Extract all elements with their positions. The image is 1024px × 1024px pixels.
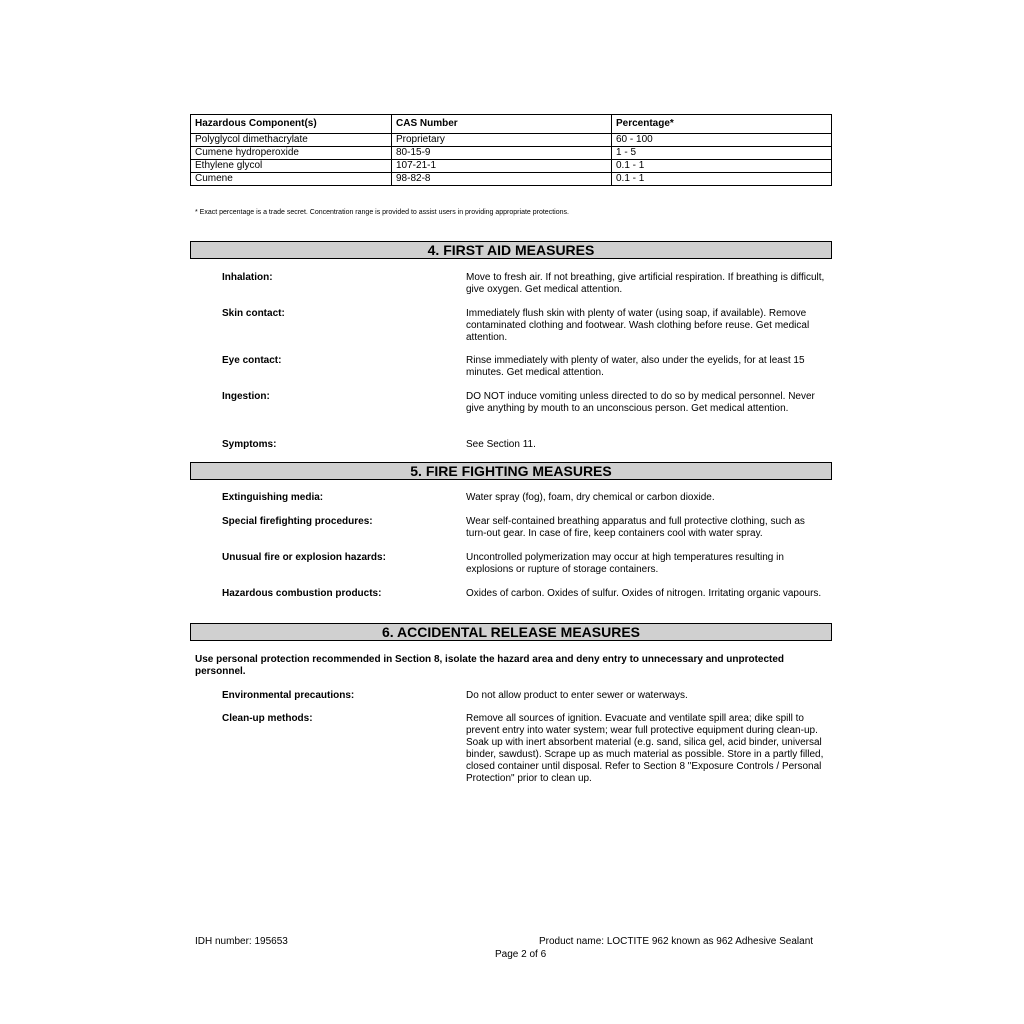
table-cell: 98-82-8: [392, 173, 612, 186]
table-header-row: [191, 115, 832, 134]
table-cell: Ethylene glycol: [191, 160, 392, 173]
table-row: [191, 147, 832, 160]
table-cell: Cumene hydroperoxide: [191, 147, 392, 160]
field-value: Do not allow product to enter sewer or waterways.: [466, 690, 688, 701]
field-value: Water spray (fog), foam, dry chemical or carbon dioxide.: [466, 492, 715, 503]
field-label: Inhalation:: [222, 272, 273, 283]
column-header: CAS Number: [392, 115, 612, 134]
field-value: Immediately flush skin with plenty of water (using soap, if available). Remove contaminated clothing and footwear. Wash clothing before reuse. Get medical attention.: [466, 308, 810, 343]
column-header: Hazardous Component(s): [191, 115, 392, 134]
table-cell: Polyglycol dimethacrylate: [191, 134, 392, 147]
section-5-heading: 5. FIRE FIGHTING MEASURES: [190, 462, 832, 480]
field-label: Skin contact:: [222, 308, 285, 319]
table-footnote: * Exact percentage is a trade secret. Concentration range is provided to assist users in providing appropriate protections.: [195, 209, 569, 216]
footer-product-name: Product name: LOCTITE 962 known as 962 Adhesive Sealant: [539, 936, 814, 947]
table-cell: 60 - 100: [612, 134, 832, 147]
section-4-heading: 4. FIRST AID MEASURES: [190, 241, 832, 259]
field-value: DO NOT induce vomiting unless directed to do so by medical personnel. Never give anything by mouth to an unconscious person. Get medical attention.: [466, 391, 815, 414]
table-cell: Proprietary: [392, 134, 612, 147]
table-row: [191, 173, 832, 186]
table-cell: 0.1 - 1: [612, 173, 832, 186]
column-header: Percentage*: [612, 115, 832, 134]
field-value: Remove all sources of ignition. Evacuate and ventilate spill area; dike spill to prevent entry into water system; wear full protective equipment during clean-up. Soak up with inert absorbent material (e.g. sand, silica gel, acid binder, universal binder, sawdust). Scrape up as much material as possible. Store in a partly filled, closed container until disposal. Refer to Section 8 "Exposure Controls / Personal Protection" prior to clean up.: [466, 713, 824, 784]
table-cell: 80-15-9: [392, 147, 612, 160]
field-label: Extinguishing media:: [222, 492, 324, 503]
section-6-heading: 6. ACCIDENTAL RELEASE MEASURES: [190, 623, 832, 641]
table-row: [191, 160, 832, 173]
table-cell: 0.1 - 1: [612, 160, 832, 173]
field-label: Eye contact:: [222, 355, 282, 366]
table-cell: Cumene: [191, 173, 392, 186]
field-label: Clean-up methods:: [222, 713, 313, 724]
footer-idh-number: IDH number: 195653: [195, 936, 288, 947]
table-cell: 107-21-1: [392, 160, 612, 173]
footer-page-number: Page 2 of 6: [495, 949, 547, 960]
field-value: Rinse immediately with plenty of water, also under the eyelids, for at least 15 minutes. Get medical attention.: [466, 355, 805, 378]
field-value: Move to fresh air. If not breathing, give artificial respiration. If breathing is difficult, give oxygen. Get medical attention.: [466, 272, 825, 295]
field-value: Uncontrolled polymerization may occur at high temperatures resulting in explosions or rupture of storage containers.: [466, 552, 784, 575]
field-label: Unusual fire or explosion hazards:: [222, 552, 386, 563]
field-value: Oxides of carbon. Oxides of sulfur. Oxides of nitrogen. Irritating organic vapours.: [466, 588, 822, 599]
field-value: See Section 11.: [466, 439, 536, 450]
field-label: Special firefighting procedures:: [222, 516, 373, 527]
field-label: Symptoms:: [222, 439, 277, 450]
field-label: Ingestion:: [222, 391, 270, 402]
table-cell: 1 - 5: [612, 147, 832, 160]
table-row: [191, 134, 832, 147]
field-label: Hazardous combustion products:: [222, 588, 382, 599]
components-table: [190, 114, 832, 186]
field-label: Environmental precautions:: [222, 690, 355, 701]
release-intro: Use personal protection recommended in Section 8, isolate the hazard area and deny entry to unnecessary and unprotected personnel.: [195, 654, 785, 677]
field-value: Wear self-contained breathing apparatus and full protective clothing, such as turn-out gear. In case of fire, keep containers cool with water spray.: [466, 516, 805, 539]
